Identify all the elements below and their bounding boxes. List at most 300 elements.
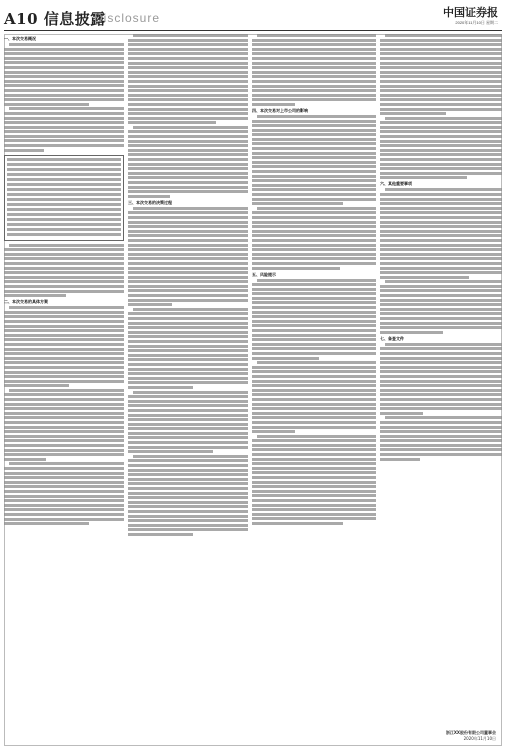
text-line [4,384,69,387]
text-line [252,398,376,401]
text-line [4,352,124,355]
text-line [252,517,376,520]
text-line [4,371,124,374]
text-line [252,211,376,214]
text-line [133,308,248,311]
text-line [128,163,248,166]
text-line [128,43,248,46]
text-line [128,211,248,214]
text-line [4,426,124,429]
text-line [128,176,248,179]
table-row [7,198,121,201]
text-line [380,326,502,329]
text-line [128,482,248,485]
text-line [4,294,66,297]
text-line [4,430,124,433]
table-row [7,158,121,161]
table-row [7,213,121,216]
text-line [380,248,502,251]
text-line [9,43,124,46]
text-line [128,140,248,143]
text-line [252,184,376,187]
text-line [252,120,376,123]
text-line [128,221,248,224]
text-line [128,117,248,120]
table-row [7,193,121,196]
text-line [380,108,502,111]
text-line [252,267,340,270]
text-line [128,121,216,124]
text-line [257,207,376,210]
text-line [252,283,376,286]
text-line [252,94,376,97]
text-line [128,225,248,228]
text-line [252,467,376,470]
text-line [385,117,502,120]
text-line [380,230,502,233]
text-line [128,515,248,518]
text-line [4,262,124,265]
text-line [380,289,502,292]
text-line [380,375,502,378]
text-line [380,308,502,311]
text-line [128,400,248,403]
text-line [128,459,248,462]
text-line [128,528,248,531]
text-line [128,71,248,74]
table-row [7,203,121,206]
text-line [252,147,376,150]
text-line [252,329,376,332]
text-line [4,513,124,516]
text-line [252,357,319,360]
text-line [4,280,124,283]
text-line [4,285,124,288]
text-line [128,496,248,499]
text-line [128,39,248,42]
text-line [4,416,124,419]
text-line [380,80,502,83]
text-line [252,384,376,387]
text-line [4,348,124,351]
text-line [4,499,124,502]
text-line [380,317,502,320]
text-line [128,441,248,444]
text-line [128,404,248,407]
text-line [385,34,502,37]
text-line [252,458,376,461]
text-line [380,439,502,442]
text-line [252,389,376,392]
text-line [4,139,124,142]
section-heading: 一、本次交易概况 [4,36,36,41]
text-line [252,430,295,433]
text-line [252,476,376,479]
text-line [128,322,248,325]
text-line [252,352,376,355]
data-table [4,155,124,241]
text-line [380,48,502,51]
text-line [128,368,248,371]
text-line [380,135,502,138]
text-line [4,112,124,115]
text-line [128,533,193,536]
text-line [4,311,124,314]
text-line [128,230,248,233]
text-line [128,409,248,412]
text-line [252,471,376,474]
text-line [4,320,124,323]
text-line [128,501,248,504]
text-line [252,439,376,442]
text-line [4,75,124,78]
column-3 [252,34,376,746]
text-line [380,172,502,175]
text-line [9,107,124,110]
article-body [4,34,502,746]
text-line [4,130,124,133]
text-line [4,290,124,293]
text-line [252,380,376,383]
text-line [380,448,502,451]
text-line [380,267,502,270]
text-line [252,366,376,369]
text-line [380,149,502,152]
text-line [380,98,502,101]
text-line [128,216,248,219]
text-line [252,103,295,106]
text-line [257,279,376,282]
text-line [380,398,502,401]
section-heading: 五、风险提示 [252,271,276,277]
text-line [252,462,376,465]
text-line [252,393,376,396]
text-line [380,121,502,124]
text-line [380,370,502,373]
text-line [380,303,502,306]
text-line [380,271,502,274]
text-line [4,248,124,251]
text-line [4,449,124,452]
text-line [252,292,376,295]
table-row [7,228,121,231]
text-line [128,144,248,147]
text-line [380,294,502,297]
text-line [252,66,376,69]
text-line [380,384,502,387]
text-line [252,39,376,42]
text-line [252,494,376,497]
text-line [252,221,376,224]
text-line [128,473,248,476]
section-label: Disclosure [94,11,161,25]
header-rule [4,30,502,31]
text-line [252,504,376,507]
text-line [4,257,124,260]
text-line [380,52,502,55]
text-line [252,133,376,136]
text-line [128,80,248,83]
text-line [380,322,502,325]
text-line [4,94,124,97]
text-line [128,276,248,279]
text-line [380,94,502,97]
text-line [252,225,376,228]
text-line [252,138,376,141]
text-line [128,280,248,283]
text-line [252,152,376,155]
text-line [4,472,124,475]
text-line [4,61,124,64]
section-heading: 二、本次交易的具体方案 [4,299,48,305]
text-line [4,329,124,332]
text-line [252,262,376,265]
section-heading: 三、本次交易的决策过程 [128,199,172,205]
text-line [252,448,376,451]
text-line [128,464,248,467]
text-line [128,248,248,251]
text-line [380,331,443,334]
text-line [252,48,376,51]
text-line [257,435,376,438]
text-line [128,340,248,343]
text-line [252,198,376,201]
text-line [252,444,376,447]
table-row [7,233,121,236]
text-line [128,492,248,495]
text-line [4,149,44,152]
text-line [128,75,248,78]
text-line [4,89,124,92]
text-line [380,253,502,256]
text-line [252,257,376,260]
text-line [252,416,376,419]
text-line [4,439,124,442]
column-1 [4,34,124,746]
text-line [4,495,124,498]
text-line [128,524,248,527]
text-line [252,375,376,378]
text-line [380,421,502,424]
text-line [380,85,502,88]
text-line [128,317,248,320]
signature-date: 2020年11月10日 [463,736,496,741]
text-line [252,453,376,456]
text-line [128,262,248,265]
text-line [4,325,124,328]
text-line [9,462,124,465]
text-line [380,198,502,201]
text-line [380,140,502,143]
text-line [133,126,248,129]
text-line [128,335,248,338]
text-line [4,393,124,396]
text-line [380,347,502,350]
text-line [252,98,376,101]
text-line [252,522,343,525]
text-line [380,453,502,456]
text-line [252,403,376,406]
text-line [380,202,502,205]
text-line [4,57,124,60]
text-line [128,167,248,170]
text-line [4,522,89,525]
text-line [128,239,248,242]
text-line [380,285,502,288]
text-line [252,75,376,78]
newspaper-logo: 中国证券报 [443,6,498,19]
text-line [252,234,376,237]
text-line [252,338,376,341]
text-line [380,103,502,106]
text-line [128,257,248,260]
text-line [4,103,89,106]
table-row [7,183,121,186]
text-line [128,381,248,384]
text-line [4,98,124,101]
text-line [252,297,376,300]
text-line [380,167,502,170]
text-line [128,349,248,352]
text-line [128,289,248,292]
text-line [4,135,124,138]
text-line [133,391,248,394]
text-line [252,301,376,304]
text-line [380,130,502,133]
table-row [7,188,121,191]
text-line [380,43,502,46]
section-heading: 七、备查文件 [380,335,404,341]
text-line [380,352,502,355]
text-line [252,71,376,74]
text-line [128,505,248,508]
text-line [133,34,248,37]
text-line [252,142,376,145]
text-line [252,57,376,60]
text-line [128,303,172,306]
text-line [380,380,502,383]
text-line [4,407,124,410]
text-line [128,331,248,334]
text-line [252,216,376,219]
text-line [4,338,124,341]
masthead [0,0,506,34]
text-line [128,62,248,65]
text-line [380,239,502,242]
text-line [128,57,248,60]
text-line [4,508,124,511]
text-line [4,126,124,129]
text-line [128,432,248,435]
text-line [380,89,502,92]
text-line [128,195,170,198]
text-line [4,48,124,51]
text-line [128,436,248,439]
text-line [128,267,248,270]
text-line [380,216,502,219]
text-line [128,423,248,426]
text-line [252,202,343,205]
text-line [128,469,248,472]
text-line [380,407,502,410]
text-line [380,435,502,438]
text-line [4,80,124,83]
text-line [4,490,124,493]
text-line [4,398,124,401]
text-line [128,244,248,247]
text-line [252,253,376,256]
text-line [128,377,248,380]
text-line [252,306,376,309]
text-line [252,490,376,493]
text-line [380,389,502,392]
text-line [252,80,376,83]
text-line [4,421,124,424]
page-title: A10 信息披露 [4,10,106,28]
text-line [128,326,248,329]
text-line [380,299,502,302]
text-line [252,52,376,55]
text-line [128,299,248,302]
text-line [252,513,376,516]
text-line [4,343,124,346]
text-line [252,239,376,242]
text-line [128,149,248,152]
text-line [380,126,502,129]
text-line [252,407,376,410]
text-line [4,366,124,369]
text-line [252,85,376,88]
text-line [380,163,502,166]
text-line [252,230,376,233]
text-line [4,267,124,270]
text-line [252,334,376,337]
table-row [7,218,121,221]
text-line [252,324,376,327]
text-line [380,234,502,237]
section-heading: 六、其他重要事项 [380,181,412,187]
text-line [380,39,502,42]
text-line [380,312,502,315]
text-line [252,43,376,46]
text-line [128,181,248,184]
text-line [380,62,502,65]
company-signature: 浙江XX股份有限公司董事会 [445,730,496,735]
text-line [4,276,124,279]
text-line [380,430,502,433]
text-line [128,190,248,193]
text-line [252,170,376,173]
text-line [252,248,376,251]
text-line [252,62,376,65]
text-line [4,271,124,274]
table-row [7,168,121,171]
text-line [380,244,502,247]
text-line [9,244,124,247]
text-line [252,193,376,196]
text-line [128,89,248,92]
issue-date: 2020年11月10日 星期二 [455,20,498,25]
text-line [380,211,502,214]
text-line [380,153,502,156]
section-heading: 四、本次交易对上市公司的影响 [252,107,308,113]
text-line [257,361,376,364]
text-line [252,175,376,178]
text-line [380,426,502,429]
text-line [128,48,248,51]
text-line [128,487,248,490]
text-line [128,85,248,88]
